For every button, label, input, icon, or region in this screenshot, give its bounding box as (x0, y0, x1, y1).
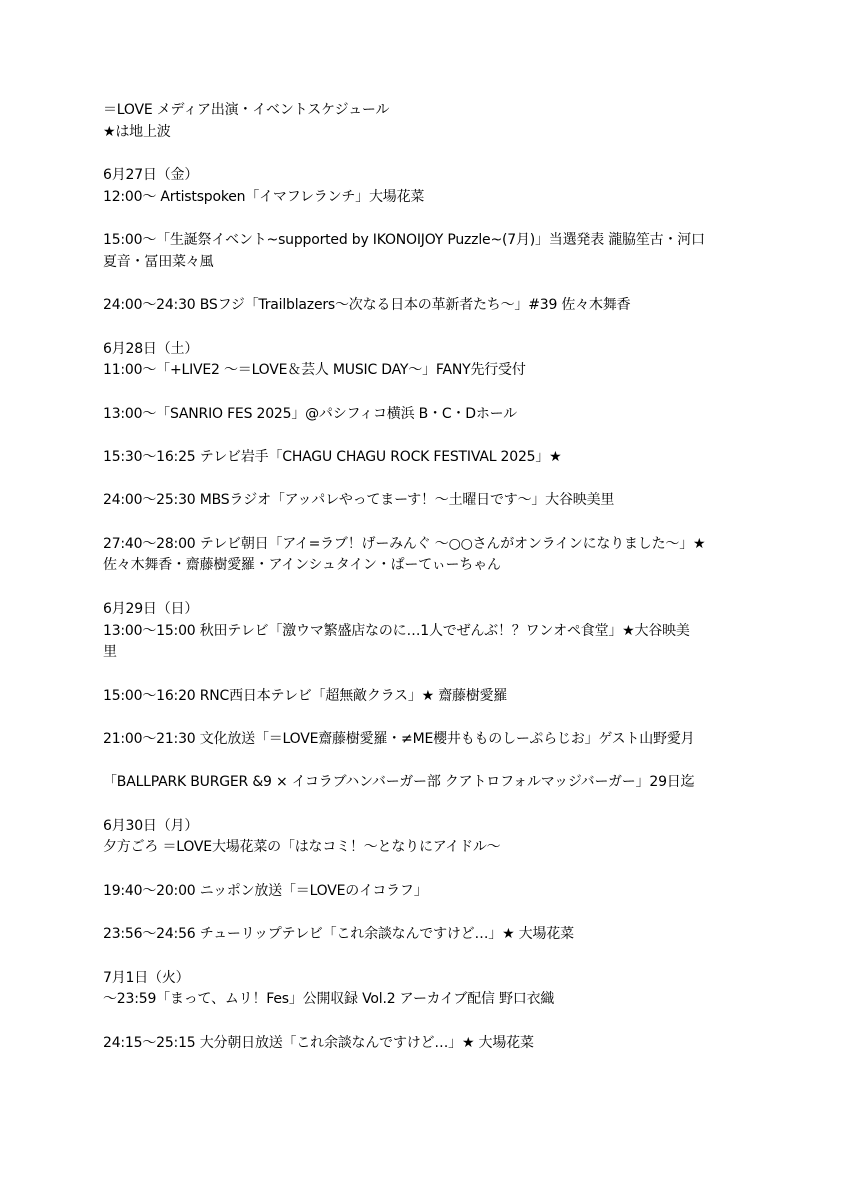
entry-line: 27:40〜28:00 テレビ朝日「アイ=ラブ！げーみんぐ 〜○○さんがオンラインになりました〜」★ (103, 535, 706, 552)
spacer (103, 425, 783, 447)
entry-line: 13:00〜15:00 秋田テレビ「激ウマ繁盛店なのに…1人でぜんぶ！？ワンオペ食堂」★大谷映美 (103, 622, 690, 639)
entry-line: 13:00〜「SANRIO FES 2025」@パシフィコ横浜 B・C・Dホール (103, 405, 517, 422)
schedule-entry (103, 490, 783, 512)
day-date: 6月27日（金） (103, 167, 199, 184)
entry-line: 24:00〜25:30 MBSラジオ「アッパレやってまーす！〜土曜日です〜」大谷映美里 (103, 492, 615, 509)
spacer (103, 382, 783, 404)
spacer (103, 946, 783, 968)
entry-line: 24:15〜25:15 大分朝日放送「これ余談なんですけど…」★ 大場花菜 (103, 1034, 534, 1051)
schedule-entry (103, 1033, 783, 1055)
entry-line: 19:40〜20:00 ニッポン放送「＝LOVEのイコラフ」 (103, 882, 428, 899)
entry-line: 12:00〜 Artistspoken「イマフレランチ」大場花菜 (103, 188, 425, 205)
spacer (103, 902, 783, 924)
schedule-entry (103, 686, 783, 708)
spacer (103, 707, 783, 729)
schedule-entry (103, 404, 783, 426)
day-date: 6月29日（日） (103, 600, 199, 617)
day-date: 7月1日（火） (103, 969, 190, 986)
schedule-document (103, 100, 783, 1054)
legend-note: ★は地上波 (103, 123, 171, 140)
entry-line: 「BALLPARK BURGER &9 × イコラブハンバーガー部 クアトロフォルマッジバーガー」29日迄 (103, 774, 695, 791)
spacer (103, 664, 783, 686)
schedule-entry (103, 881, 783, 903)
day-date: 6月28日（土） (103, 340, 199, 357)
entry-line: 21:00〜21:30 文化放送「＝LOVE齋藤樹愛羅・≠ME櫻井もものしーぷらじお」ゲスト山野愛月 (103, 730, 695, 747)
schedule-entry (103, 989, 783, 1011)
day-section (103, 599, 783, 794)
spacer (103, 859, 783, 881)
schedule-entry (103, 621, 783, 664)
spacer (103, 469, 783, 491)
schedule-entry (103, 187, 783, 209)
document-title: ＝LOVE メディア出演・イベントスケジュール (103, 102, 390, 118)
schedule-entry (103, 772, 783, 794)
entry-line: 15:00〜16:20 RNC西日本テレビ「超無敵クラス」★ 齋藤樹愛羅 (103, 687, 508, 704)
schedule-entry (103, 837, 783, 859)
schedule-entry (103, 360, 783, 382)
spacer (103, 794, 783, 816)
schedule-entry (103, 295, 783, 317)
entry-line: 佐々木舞香・齋藤樹愛羅・アインシュタイン・ぱーてぃーちゃん (103, 557, 501, 574)
day-section (103, 816, 783, 946)
spacer (103, 208, 783, 230)
spacer (103, 274, 783, 296)
entry-line: 11:00〜「+LIVE2 〜＝LOVE＆芸人 MUSIC DAY〜」FANY先行受付 (103, 362, 526, 379)
day-section (103, 165, 783, 317)
schedule-entry (103, 447, 783, 469)
entry-line: 23:56〜24:56 チューリップテレビ「これ余談なんですけど…」★ 大場花菜 (103, 926, 574, 943)
day-section (103, 968, 783, 1055)
spacer (103, 577, 783, 599)
day-section (103, 339, 783, 578)
schedule-entry (103, 729, 783, 751)
entry-line: 15:30〜16:25 テレビ岩手「CHAGU CHAGU ROCK FESTIVAL 2025」★ (103, 449, 562, 465)
schedule-entry (103, 924, 783, 946)
entry-line: 15:00〜「生誕祭イベント~supported by IKONOIJOY Puzzle~(7月)」当選発表 瀧脇笙古・河口 (103, 232, 705, 249)
spacer (103, 143, 783, 165)
entry-line: 〜23:59「まって、ムリ！Fes」公開収録 Vol.2 アーカイブ配信 野口衣織 (103, 991, 555, 1008)
schedule-entry (103, 534, 783, 577)
spacer (103, 751, 783, 773)
entry-line: 夕方ごろ ＝LOVE大場花菜の「はなコミ！〜となりにアイドル〜 (103, 839, 501, 856)
day-date: 6月30日（月） (103, 817, 199, 834)
schedule-entry (103, 230, 783, 273)
spacer (103, 1011, 783, 1033)
entry-line: 夏音・冨田菜々風 (103, 253, 214, 270)
spacer (103, 512, 783, 534)
spacer (103, 317, 783, 339)
entry-line: 24:00〜24:30 BSフジ「Trailblazers〜次なる日本の革新者たち〜」#39 佐々木舞香 (103, 297, 631, 314)
entry-line: 里 (103, 644, 117, 661)
